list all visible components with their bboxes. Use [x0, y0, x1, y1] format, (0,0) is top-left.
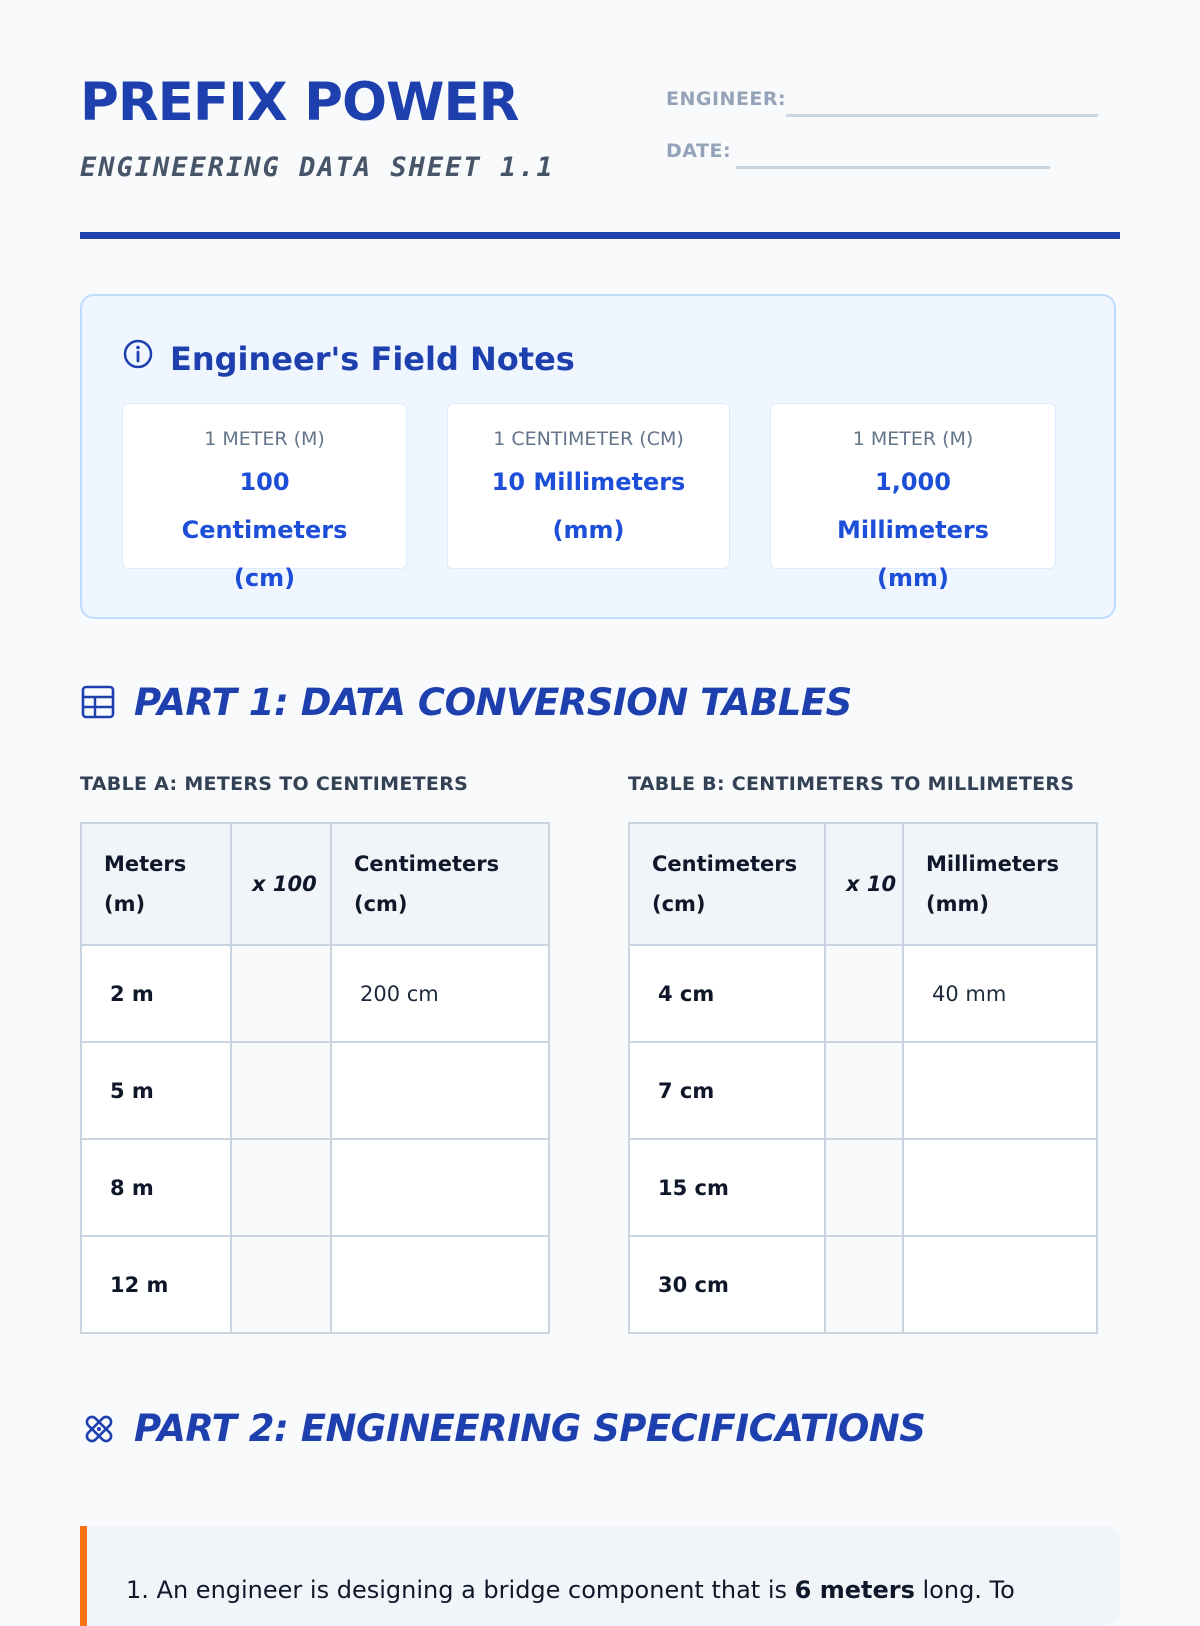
given-value: 30 cm — [629, 1236, 825, 1333]
table-a-caption: TABLE A: METERS TO CENTIMETERS — [80, 773, 469, 795]
table-row — [629, 1042, 1097, 1139]
work-cell[interactable] — [231, 1139, 331, 1236]
column-header: Centimeters (cm) — [331, 823, 549, 945]
note-card-value: 100 Centimeters (cm) — [181, 468, 348, 592]
answer-cell[interactable] — [903, 1236, 1097, 1333]
note-card-centimeter-millimeter — [447, 403, 730, 569]
column-header: Centimeters (cm) — [629, 823, 825, 945]
answer-cell[interactable]: 200 cm — [331, 945, 549, 1042]
answer-cell[interactable] — [331, 1042, 549, 1139]
table-header-row — [81, 823, 549, 945]
given-value: 8 m — [81, 1139, 231, 1236]
table-row — [81, 1139, 549, 1236]
column-header: x 10 — [825, 823, 903, 945]
problem-number: 1. — [126, 1576, 149, 1604]
part2-title: PART 2: ENGINEERING SPECIFICATIONS — [134, 1407, 926, 1450]
work-cell[interactable] — [231, 945, 331, 1042]
page-subtitle: ENGINEERING DATA SHEET 1.1 — [80, 152, 555, 183]
table-a — [80, 822, 550, 1334]
table-row — [629, 1236, 1097, 1333]
note-card-meter-millimeter — [770, 403, 1056, 592]
table-header-row — [629, 823, 1097, 945]
answer-cell[interactable] — [331, 1139, 549, 1236]
table-b-caption: TABLE B: CENTIMETERS TO MILLIMETERS — [628, 773, 1075, 795]
table-grid-icon — [80, 684, 116, 724]
table-row — [81, 1042, 549, 1139]
table-row — [629, 1139, 1097, 1236]
tools-icon — [80, 1410, 118, 1452]
given-value: 5 m — [81, 1042, 231, 1139]
part1-title: PART 1: DATA CONVERSION TABLES — [134, 681, 852, 724]
answer-cell[interactable]: 40 mm — [903, 945, 1097, 1042]
given-value: 2 m — [81, 945, 231, 1042]
problem-text-before: An engineer is designing a bridge component that is — [156, 1576, 787, 1604]
answer-cell[interactable] — [903, 1139, 1097, 1236]
problem-highlight: 6 meters — [794, 1576, 915, 1604]
column-header: x 100 — [231, 823, 331, 945]
table-row — [81, 1236, 549, 1333]
given-value: 12 m — [81, 1236, 231, 1333]
page-title: PREFIX POWER — [80, 72, 519, 133]
note-card-value: 1,000 Millimeters (mm) — [837, 468, 989, 592]
note-card-label: 1 METER (M) — [852, 428, 974, 450]
engineer-label: ENGINEER: — [666, 88, 787, 110]
work-cell[interactable] — [825, 1042, 903, 1139]
answer-cell[interactable] — [331, 1236, 549, 1333]
answer-cell[interactable] — [903, 1042, 1097, 1139]
work-cell[interactable] — [825, 945, 903, 1042]
note-card-meter-centimeter — [122, 403, 407, 592]
work-cell[interactable] — [825, 1236, 903, 1333]
note-card-value: 10 Millimeters (mm) — [491, 468, 686, 544]
given-value: 7 cm — [629, 1042, 825, 1139]
work-cell[interactable] — [231, 1042, 331, 1139]
given-value: 4 cm — [629, 945, 825, 1042]
column-header: Millimeters (mm) — [903, 823, 1097, 945]
work-cell[interactable] — [825, 1139, 903, 1236]
date-field[interactable] — [736, 166, 1050, 169]
given-value: 15 cm — [629, 1139, 825, 1236]
column-header: Meters (m) — [81, 823, 231, 945]
date-label: DATE: — [666, 140, 732, 162]
engineer-name-field[interactable] — [786, 114, 1098, 117]
info-icon — [122, 338, 154, 374]
table-b — [628, 822, 1098, 1334]
work-cell[interactable] — [231, 1236, 331, 1333]
header-divider — [80, 232, 1120, 239]
note-card-label: 1 METER (M) — [204, 428, 325, 450]
table-row — [629, 945, 1097, 1042]
table-row — [81, 945, 549, 1042]
problem-text-after: long. To — [922, 1576, 1015, 1604]
note-card-label: 1 CENTIMETER (CM) — [493, 428, 684, 450]
field-notes-title: Engineer's Field Notes — [170, 340, 575, 378]
